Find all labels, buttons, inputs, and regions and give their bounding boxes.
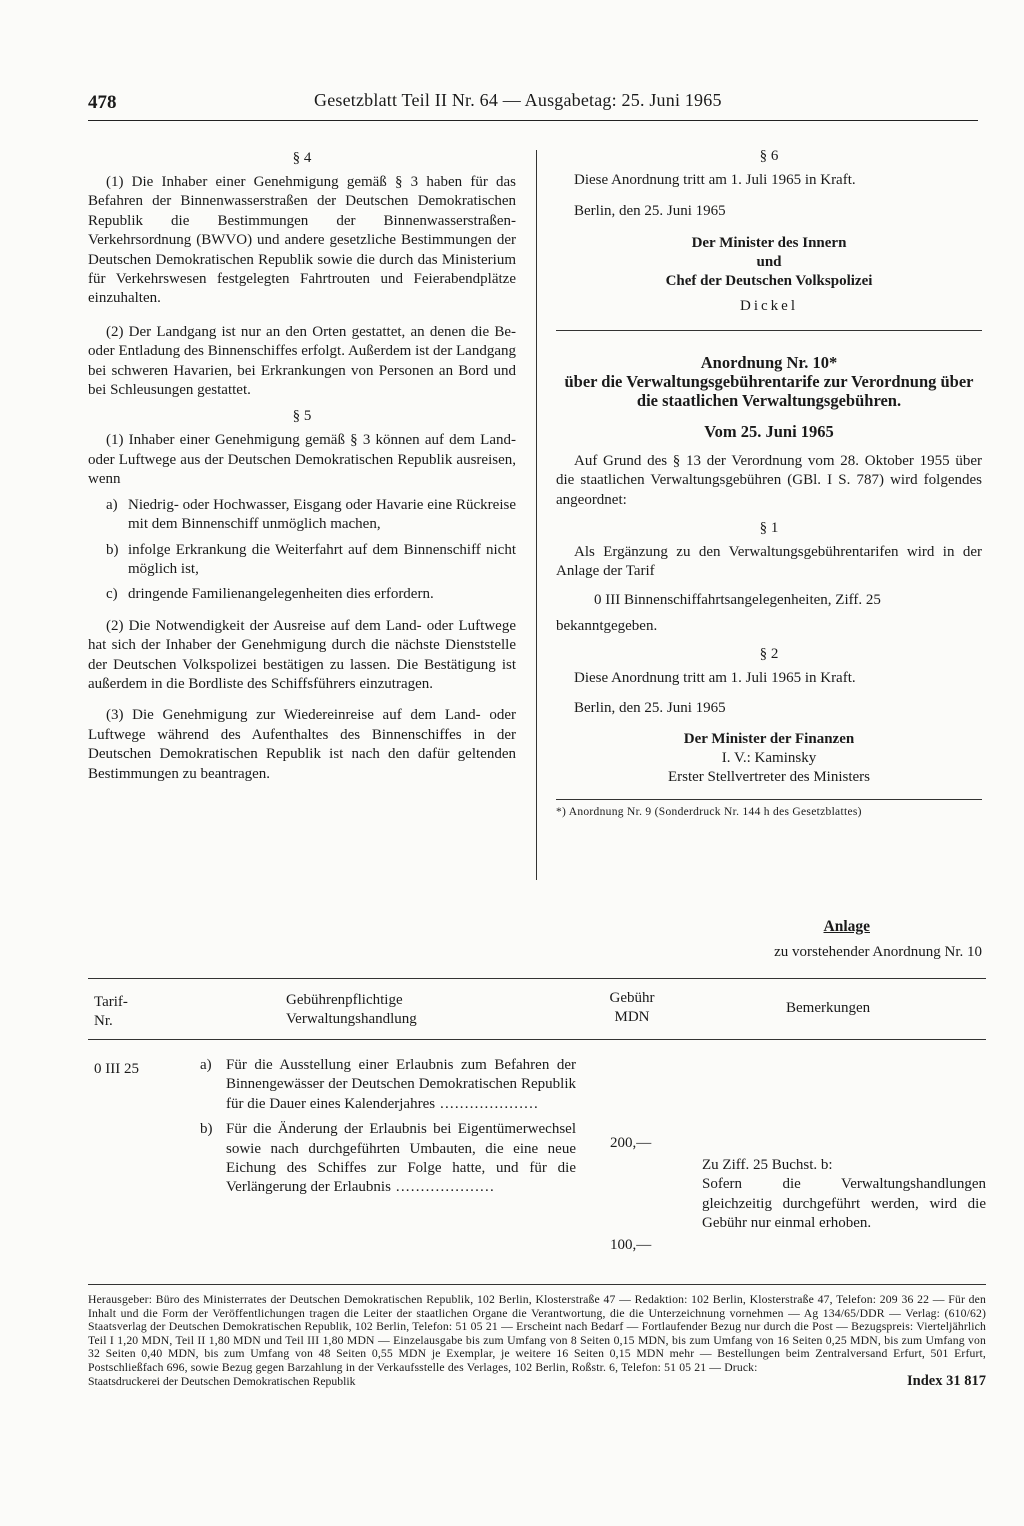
ordinance-place-date: Berlin, den 25. Juni 1965 <box>574 699 726 716</box>
section-6-heading: § 6 <box>759 148 779 164</box>
dot-leader: .................... <box>435 1095 540 1112</box>
page-header <box>88 84 978 124</box>
signatory-2-line-3: Erster Stellvertreter des Ministers <box>667 769 871 786</box>
ordinance-date: Vom 25. Juni 1965 <box>704 421 834 441</box>
imprint <box>88 1284 986 1388</box>
signatory-2-line-1: Der Minister der Finanzen <box>683 731 855 748</box>
ordinance-section-2-heading: § 2 <box>759 646 779 663</box>
header-action-line-1: Gebührenpflichtige <box>286 992 403 1008</box>
row-action-letter: a) <box>200 1057 212 1073</box>
header-remarks: Bemerkungen <box>786 1000 871 1016</box>
row-action-item <box>200 1120 576 1198</box>
table-row <box>88 1040 986 1290</box>
row-action-letter: b) <box>200 1121 213 1138</box>
table-header <box>88 979 986 1039</box>
signatory-1-name: Dickel <box>740 297 798 314</box>
section-5-paragraph-1: (1) Inhaber einer Genehmigung gemäß § 3 können auf dem Land- oder Luftwege aus der Deutschen Demokratischen Republik ausreisen, wenn <box>88 432 516 488</box>
running-title: Gesetzblatt Teil II Nr. 64 — Ausgabetag: 25. Juni 1965 <box>314 90 722 110</box>
ordinance-section-2-text: Diese Anordnung tritt am 1. Juli 1965 in Kraft. <box>574 670 856 687</box>
row-remark-text: Sofern die Verwaltungshandlungen gleichzeitig durchgeführt werden, wird die Gebühr nur einmal erhoben. <box>702 1176 986 1232</box>
row-action-text: Für die Ausstellung einer Erlaubnis zum Befahren der Binnengewässer der Deutschen Demokratischen Republik für die Dauer eines Kalenderjahres .................... <box>226 1057 576 1112</box>
annex-title: Anlage <box>823 918 870 935</box>
list-item-letter: b) <box>106 541 119 558</box>
tariff-table <box>88 978 986 1290</box>
imprint-rule <box>88 1284 986 1285</box>
section-5-paragraph-2: (2) Die Notwendigkeit der Ausreise auf dem Land- oder Luftwege hat sich der Inhaber der Genehmigung durch die nächste Dienststelle der Deutschen Volkspolizei bestätigen zu lassen. Die Bestätigung ist außerdem in die Bordliste des Schiffsführers einzutragen. <box>88 617 516 692</box>
imprint-printer: Staatsdruckerei der Deutschen Demokratischen Republik <box>88 1374 356 1388</box>
column-divider <box>536 150 537 880</box>
row-tariff-nr: 0 III 25 <box>94 1061 139 1077</box>
annex-heading <box>556 918 982 961</box>
header-action-line-2: Verwaltungshandlung <box>286 1011 417 1027</box>
header-fee-line-2: MDN <box>614 1009 650 1025</box>
imprint-last-line <box>88 1372 986 1389</box>
section-6-text: Diese Anordnung tritt am 1. Juli 1965 in Kraft. <box>574 172 856 188</box>
row-action-item <box>200 1056 576 1114</box>
row-remark-heading: Zu Ziff. 25 Buchst. b: <box>702 1157 833 1173</box>
footnote-rule <box>556 799 982 800</box>
header-action <box>286 991 417 1029</box>
dot-leader: .................... <box>390 1179 495 1196</box>
header-tariff-nr-line-1: Tarif- <box>94 994 128 1010</box>
header-fee <box>600 989 664 1027</box>
imprint-text: Herausgeber: Büro des Ministerrates der Deutschen Demokratischen Republik, 102 Berlin, Klosterstraße 47 — Redaktion: 102 Berlin, Klosterstraße 47, Telefon: 209 36 22 — Für den Inhalt und die Form der Veröffentlichungen tragen die Leiter der staatlichen Organe die Verantwortung, die die Unterzeichnung vornehmen — Ag 134/65/DDR — Verlag: (610/62) Staatsverlag der Deutschen Demokratischen Republik, 102 Berlin, Telefon: 51 05 21 — Erscheint nach Bedarf — Fortlaufender Bezug nur durch die Post — Bezugspreis: Vierteljährlich Teil I 1,20 MDN, Teil II 1,80 MDN und Teil III 1,80 MDN — Einzelausgabe bis zum Umfang von 8 Seiten 0,15 MDN, bis zum Umfang von 16 Seiten 0,25 MDN, bis zum Umfang von 32 Seiten 0,40 MDN, bis zum Umfang von 48 Seiten 0,55 MDN je Exemplar, je weitere 16 Seiten 0,15 MDN mehr — Bestellungen beim Zentralversand Erfurt, 501 Erfurt, Postschließfach 696, sowie Bezug gegen Barzahlung in der Verkaufsstelle des Verlages, 102 Berlin, Roßstr. 6, Telefon: 51 05 21 — Druck: <box>88 1293 986 1374</box>
ordinance-section-1-text: Als Ergänzung zu den Verwaltungsgebührentarifen wird in der Anlage der Tarif <box>556 544 982 580</box>
annex-subtitle: zu vorstehender Anordnung Nr. 10 <box>774 944 982 960</box>
section-4-heading: § 4 <box>292 150 312 166</box>
list-item <box>88 541 516 580</box>
list-item <box>88 585 516 604</box>
ordinance-intro: Auf Grund des § 13 der Verordnung vom 28. Oktober 1955 über die staatlichen Verwaltungsgebühren (GBl. I S. 787) wird folgendes angeordnet: <box>556 452 982 508</box>
ordinance-section-1-heading: § 1 <box>759 520 779 537</box>
header-rule <box>88 120 978 121</box>
imprint-index: Index 31 817 <box>907 1372 986 1389</box>
list-item-letter: c) <box>106 586 118 603</box>
section-6-place-date: Berlin, den 25. Juni 1965 <box>574 203 726 220</box>
row-remark <box>702 1156 986 1234</box>
section-4-paragraph-1: (1) Die Inhaber einer Genehmigung gemäß § 3 haben für das Befahren der Binnenwasserstraßen der Deutschen Demokratischen Republik die Bestimmungen der Binnenwasserstraßen-Verkehrsordnung (BWVO) und andere gesetzliche Bestimmungen der Deutschen Demokratischen Republik sowie die durch das Ministerium für Verkehrswesen festgelegten Fahrtrouten und Feierabendplätze einzuhalten. <box>88 174 516 307</box>
row-actions <box>200 1056 576 1204</box>
section-5-list <box>88 496 516 605</box>
header-tariff-nr-line-2: Nr. <box>94 1013 113 1029</box>
right-column <box>556 148 982 818</box>
ordinance-section-1-end: bekanntgegeben. <box>556 617 658 634</box>
footnote: *) Anordnung Nr. 9 (Sonderdruck Nr. 144 h des Gesetzblattes) <box>556 806 862 819</box>
tariff-reference: 0 III Binnenschiffahrtsangelegenheiten, Ziff. 25 <box>594 591 881 608</box>
section-5-paragraph-3: (3) Die Genehmigung zur Wiedereinreise auf dem Land- oder Luftwege während des Aufenthaltes des Binnenschiffes in der Deutschen Demokratischen Republik ist nach den dafür geltenden Bestimmungen zu beantragen. <box>88 707 516 782</box>
list-item-text: infolge Erkrankung die Weiterfahrt auf dem Binnenschiff nicht möglich ist, <box>128 541 516 577</box>
ordinance-title: Anordnung Nr. 10* <box>700 352 838 372</box>
signatory-1-line-2: und <box>756 253 782 270</box>
header-fee-line-1: Gebühr <box>609 990 655 1006</box>
list-item-text: Niedrig- oder Hochwasser, Eisgang oder Havarie eine Rückreise mit dem Binnenschiff unmöglich machen, <box>128 496 516 533</box>
ordinance-subtitle: über die Verwaltungsgebührentarife zur Verordnung über die staatlichen Verwaltungsgebühren. <box>564 371 974 410</box>
section-rule <box>556 330 982 331</box>
list-item-letter: a) <box>106 496 118 513</box>
row-action-text: Für die Änderung der Erlaubnis bei Eigentümerwechsel sowie nach durchgeführten Umbauten, die eine neue Eichung des Schiffes zur Folge hatte, und für die Verlängerung der Erlaubnis .................... <box>226 1121 576 1196</box>
list-item <box>88 496 516 535</box>
row-fee-a: 200,— <box>610 1135 652 1151</box>
signatory-1-line-3: Chef der Deutschen Volkspolizei <box>665 272 873 289</box>
signatory-1-line-1: Der Minister des Innern <box>691 234 847 251</box>
signatory-2-line-2: I. V.: Kaminsky <box>721 750 817 767</box>
section-4-paragraph-2: (2) Der Landgang ist nur an den Orten gestattet, an denen die Be- oder Entladung des Binnenschiffes erfolgt. Außerdem ist der Landgang bei schweren Havarien, bei Erkrankungen von Personen an Bord und bei Schleusungen gestattet. <box>88 323 516 399</box>
page-number: 478 <box>88 92 117 113</box>
header-tariff-nr <box>94 993 128 1031</box>
section-5-heading: § 5 <box>292 408 312 425</box>
row-fee-b: 100,— <box>610 1237 652 1253</box>
left-column <box>88 150 516 784</box>
list-item-text: dringende Familienangelegenheiten dies erfordern. <box>128 586 434 603</box>
